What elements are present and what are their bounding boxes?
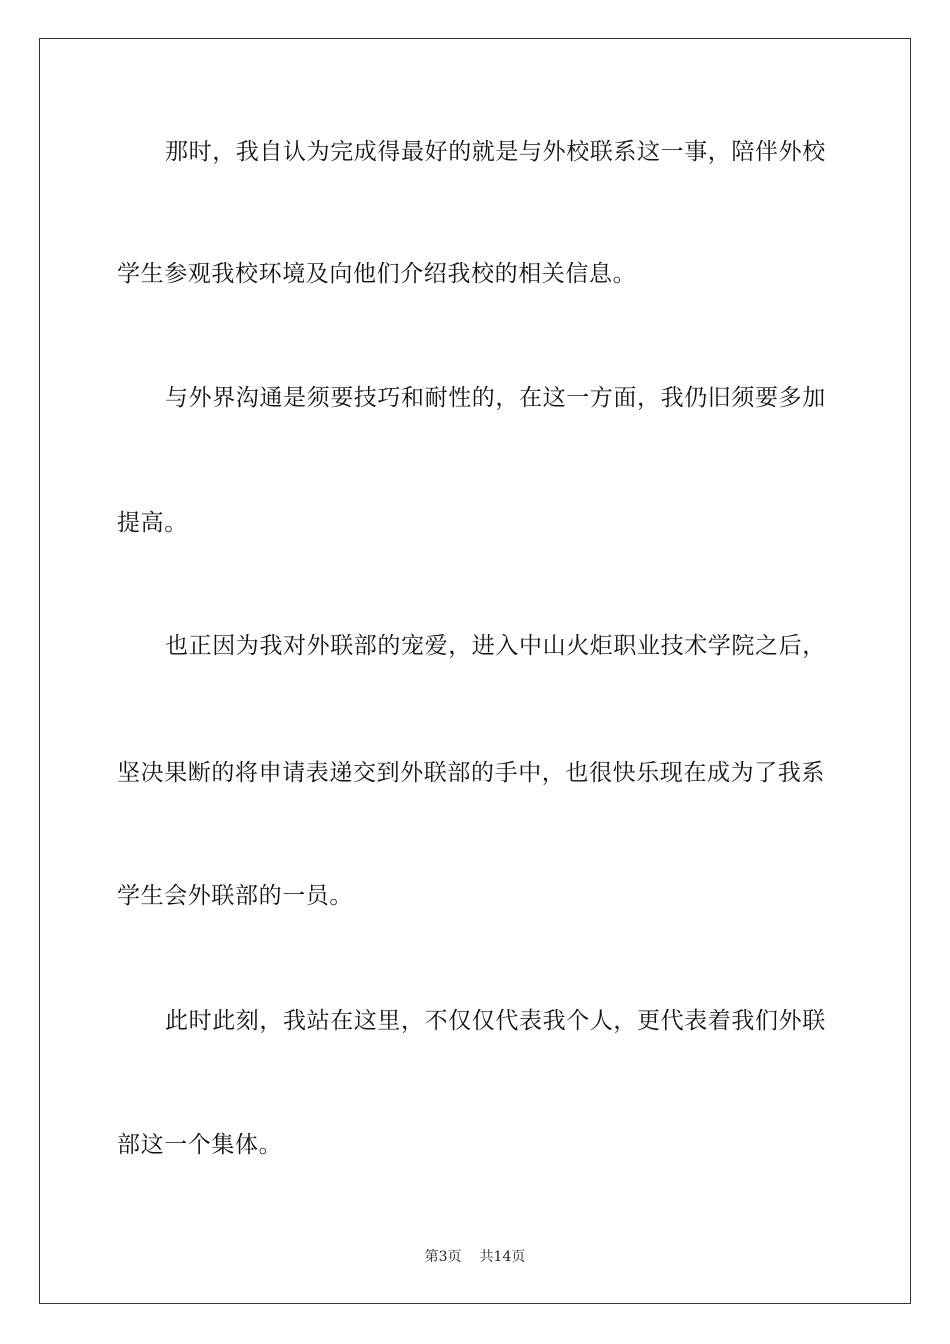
paragraph-line: 也正因为我对外联部的宠爱，进入中山火炬职业技术学院之后，	[165, 633, 826, 659]
page-footer	[0, 1248, 950, 1266]
paragraph-line: 部这一个集体。	[117, 1132, 283, 1158]
paragraph-line: 学生参观我校环境及向他们介绍我校的相关信息。	[117, 261, 637, 287]
total-pages: 共14页	[479, 1249, 526, 1265]
paragraph-line: 提高。	[117, 510, 188, 536]
paragraph-line: 坚决果断的将申请表递交到外联部的手中，也很快乐现在成为了我系	[117, 760, 825, 786]
paragraph-line: 此时此刻，我站在这里，不仅仅代表我个人，更代表着我们外联	[165, 1008, 826, 1034]
page-number: 第3页	[424, 1249, 462, 1265]
paragraph-line: 与外界沟通是须要技巧和耐性的，在这一方面，我仍旧须要多加	[165, 385, 826, 411]
page-frame	[39, 38, 911, 1304]
paragraph-line: 那时，我自认为完成得最好的就是与外校联系这一事，陪伴外校	[165, 139, 826, 165]
paragraph-line: 学生会外联部的一员。	[117, 883, 353, 909]
